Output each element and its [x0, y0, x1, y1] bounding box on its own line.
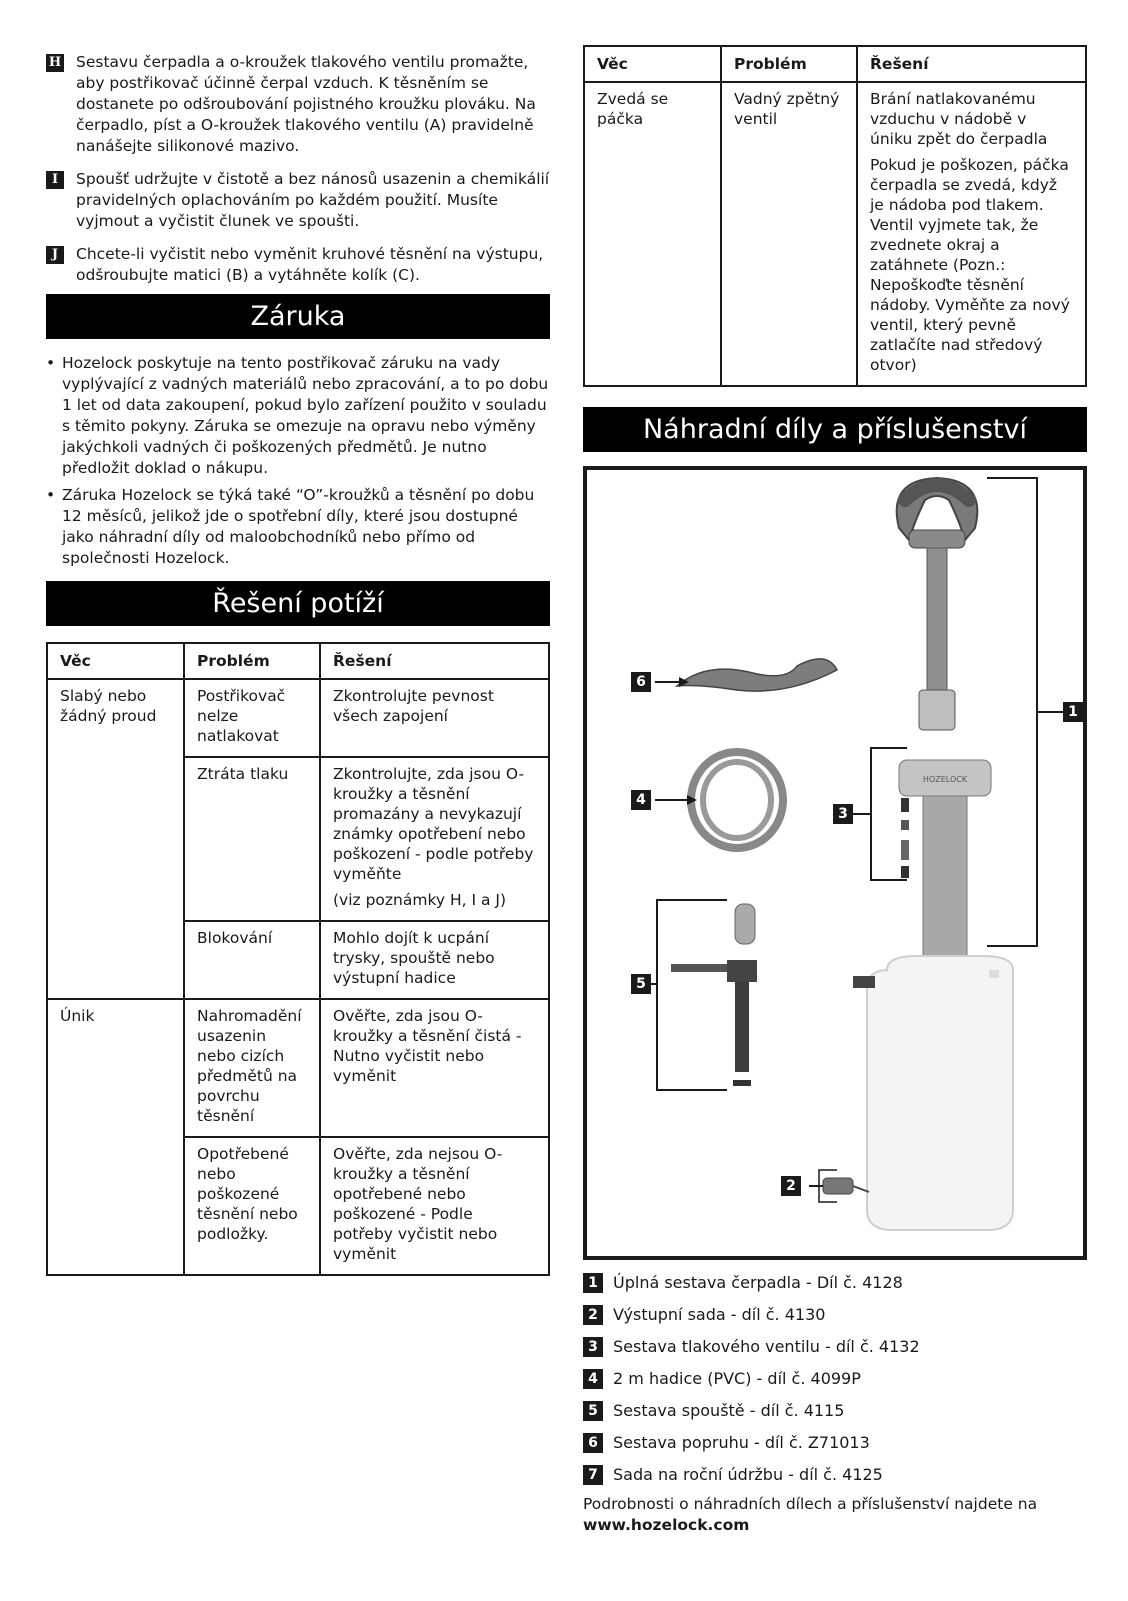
list-item: [583, 1272, 1087, 1294]
part-number: 6: [583, 1433, 603, 1453]
solution-note: (viz poznámky H, I a J): [333, 891, 507, 909]
table-row: [47, 757, 549, 921]
list-item: [583, 1432, 1087, 1454]
trigger-nozzle: [735, 904, 755, 944]
solution-text: Zkontrolujte, zda jsou O-kroužky a těsnění promazány a nevykazují známky opotřebení nebo poškození - podle potřeby vyměňte: [333, 765, 534, 883]
outlet-kit: [823, 1178, 853, 1194]
cell-solution: [320, 757, 549, 921]
list-item: [583, 1304, 1087, 1326]
column-header: Řešení: [320, 643, 549, 679]
cell-problem: Vadný zpětný ventil: [721, 82, 857, 386]
spare-parts-figure: [583, 466, 1087, 1260]
list-item: [583, 1336, 1087, 1358]
website-link[interactable]: www.hozelock.com: [583, 1516, 750, 1534]
cell-thing: [47, 757, 184, 921]
warranty-heading: Záruka: [46, 294, 550, 339]
list-item: [583, 1368, 1087, 1390]
part-number: 5: [583, 1401, 603, 1421]
spares-footer: [583, 1494, 1087, 1536]
warranty-item: • Záruka Hozelock se týká také “O”-kroužků a těsnění po dobu 12 měsíců, jelikož jde o spotřební díly, které jsou dostupné jako náhradní díly od maloobchodníků nebo přímo od společnosti Hozelock.: [46, 485, 550, 569]
column-header: Problém: [184, 643, 320, 679]
callout-2: 2: [781, 1176, 801, 1196]
note-text: Sestavu čerpadla a o-kroužek tlakového ventilu promažte, aby postřikovač účinně čerpal vzduch. K těsněním se dostanete po odšroubování pojistného kroužku plováku. Na čerpadlo, píst a O-kroužek tlakového ventilu (A) pravidelně nanášejte silikonové mazivo.: [76, 53, 536, 155]
part-label: Úplná sestava čerpadla - Díl č. 4128: [613, 1273, 903, 1292]
solution-note: Pokud je poškozen, páčka čerpadla se zvedá, když je nádoba pod tlakem. Ventil vyjmete tak, že zvednete okraj a zatáhnete (Pozn.: Nepoškoďte těsnění nádoby. Vyměňte za nový ventil, který pevně zatlačíte nad středový otvor): [870, 156, 1070, 374]
trigger-wand: [735, 982, 749, 1072]
column-header: Řešení: [857, 46, 1086, 82]
warranty-item: • Hozelock poskytuje na tento postřikovač záruku na vady vyplývající z vadných materiálů nebo zpracování, a to po dobu 1 let od data zakoupení, pokud bylo zařízení použito v souladu s těmito pokyny. Záruka se omezuje na opravu nebo výměny jakýchkoli vadných či poškozených předmětů. Je nutno předložit doklad o nákupu.: [46, 353, 550, 479]
pump-cylinder: [923, 796, 967, 956]
cell-solution: Ověřte, zda nejsou O-kroužky a těsnění opotřebené nebo poškozené - Podle potřeby vyčistit nebo vyměnit: [320, 1137, 549, 1275]
list-item: [583, 1464, 1087, 1486]
list-item: [583, 1400, 1087, 1422]
cell-problem: Blokování: [184, 921, 320, 999]
strap: [677, 659, 837, 691]
part-label: Sestava spouště - díl č. 4115: [613, 1401, 845, 1420]
pump-nut: [919, 690, 955, 730]
note-letter: J: [46, 246, 64, 264]
cell-thing: Únik: [47, 999, 184, 1137]
column-header: Problém: [721, 46, 857, 82]
left-column: [46, 52, 550, 1276]
part-label: Sada na roční údržbu - díl č. 4125: [613, 1465, 883, 1484]
table-header-row: [47, 643, 549, 679]
callout-3: 3: [833, 804, 853, 824]
troubleshooting-table-continued: [583, 45, 1087, 387]
maintenance-note-i: [46, 169, 550, 232]
cell-thing: Slabý nebo žádný proud: [47, 679, 184, 757]
troubleshooting-table: [46, 642, 550, 1276]
solution-text: Brání natlakovanému vzduchu v nádobě v úniku zpět do čerpadla: [870, 90, 1048, 148]
cell-solution: Zkontrolujte pevnost všech zapojení: [320, 679, 549, 757]
callout-5: 5: [631, 974, 651, 994]
warranty-list: [46, 353, 550, 569]
part-number: 2: [583, 1305, 603, 1325]
cell-thing: [47, 1137, 184, 1275]
part-number: 1: [583, 1273, 603, 1293]
part-label: 2 m hadice (PVC) - díl č. 4099P: [613, 1369, 861, 1388]
spares-heading: Náhradní díly a příslušenství: [583, 407, 1087, 452]
cell-solution: Mohlo dojít k ucpání trysky, spouště nebo výstupní hadice: [320, 921, 549, 999]
part-label: Sestava popruhu - díl č. Z71013: [613, 1433, 870, 1452]
cell-solution: Ověřte, zda jsou O-kroužky a těsnění čistá - Nutno vyčistit nebo vyměnit: [320, 999, 549, 1137]
right-column: [583, 45, 1087, 1536]
cell-problem: Opotřebené nebo poškozené těsnění nebo podložky.: [184, 1137, 320, 1275]
cell-problem: Ztráta tlaku: [184, 757, 320, 921]
troubleshooting-heading: Řešení potíží: [46, 581, 550, 626]
bracket-1: [987, 478, 1037, 946]
cell-problem: Postřikovač nelze natlakovat: [184, 679, 320, 757]
cell-problem: Nahromadění usazenin nebo cizích předmětů na povrchu těsnění: [184, 999, 320, 1137]
part-number: 7: [583, 1465, 603, 1485]
column-header: Věc: [584, 46, 721, 82]
pump-shaft: [927, 548, 947, 698]
maintenance-note-j: [46, 244, 550, 286]
cell-thing: Zvedá se páčka: [584, 82, 721, 386]
table-row: [47, 921, 549, 999]
table-row: [47, 1137, 549, 1275]
part-label: Sestava tlakového ventilu - díl č. 4132: [613, 1337, 920, 1356]
table-row: [47, 999, 549, 1137]
column-header: Věc: [47, 643, 184, 679]
pump-handle-grip: [909, 530, 965, 548]
part-label: Výstupní sada - díl č. 4130: [613, 1305, 826, 1324]
cell-solution: [857, 82, 1086, 386]
table-header-row: [584, 46, 1086, 82]
table-row: [584, 82, 1086, 386]
note-text: Spoušť udržujte v čistotě a bez nánosů usazenin a chemikálií pravidelných oplachováním po každém použití. Musíte vyjmout a vyčistit člunek ve spoušti.: [76, 170, 550, 230]
tank: [867, 956, 1013, 1230]
table-row: [47, 679, 549, 757]
note-letter: I: [46, 171, 64, 189]
part-number: 4: [583, 1369, 603, 1389]
maintenance-note-h: [46, 52, 550, 157]
parts-list: [583, 1272, 1087, 1486]
part-number: 3: [583, 1337, 603, 1357]
callout-1: 1: [1063, 702, 1083, 722]
note-letter: H: [46, 54, 64, 72]
cap-logo: HOZELOCK: [922, 775, 968, 784]
callout-4: 4: [631, 790, 651, 810]
callout-6: 6: [631, 672, 651, 692]
sprayer-illustration: [587, 470, 1083, 1248]
footer-text: Podrobnosti o náhradních dílech a příslušenství najdete na: [583, 1495, 1038, 1513]
note-text: Chcete-li vyčistit nebo vyměnit kruhové těsnění na výstupu, odšroubujte matici (B) a vytáhněte kolík (C).: [76, 245, 544, 284]
cell-thing: [47, 921, 184, 999]
bracket-5: [657, 900, 727, 1090]
